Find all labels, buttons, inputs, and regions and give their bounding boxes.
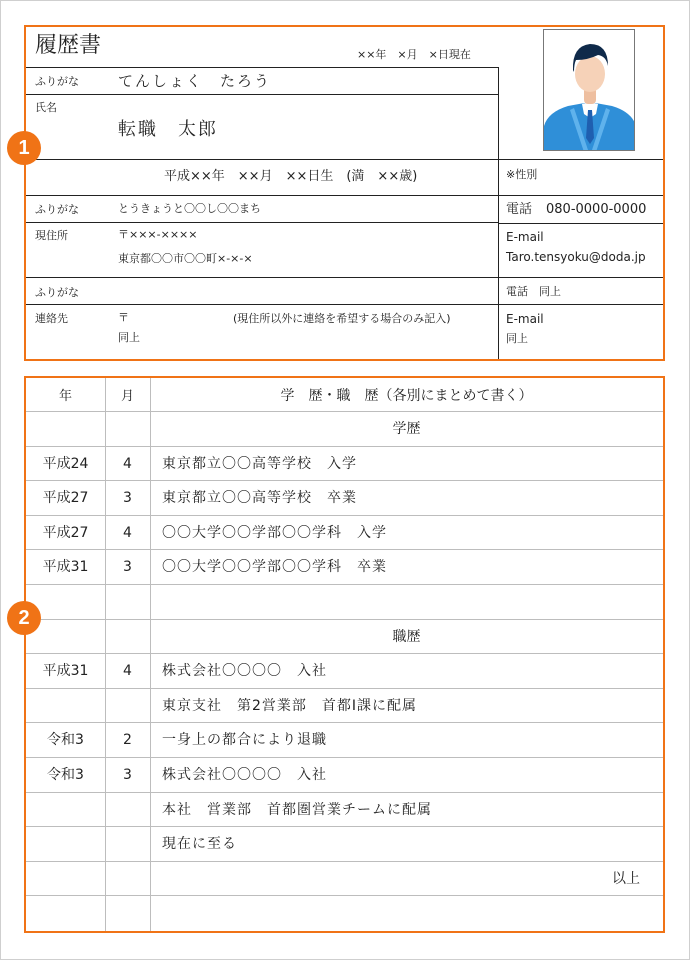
table-row [26,480,663,515]
row-content: 株式会社〇〇〇〇 入社 [162,767,327,783]
address-label: 現住所 [35,229,68,242]
address-furigana-value: とうきょうと〇〇し〇〇まち [118,202,261,215]
row-year: 平成24 [42,455,89,472]
row-month: 4 [123,524,132,541]
contact-email-same: 同上 [506,332,528,345]
row-content: 東京支社 第2営業部 首都Ⅰ課に配属 [162,697,418,714]
table-row [26,861,663,896]
row-year: 平成31 [42,663,89,680]
email-label: E-mail [506,230,544,244]
contact-furigana-label: ふりがな [35,286,79,299]
resume-title: 履歴書 [35,33,102,58]
address-furigana-label: ふりがな [35,203,79,216]
gender-label: ※性別 [506,168,538,181]
personal-grid-line [498,67,499,160]
row-content: 学歴 [392,421,421,437]
row-content: 東京都立〇〇高等学校 入学 [162,455,357,472]
row-content: 〇〇大学〇〇学部〇〇学科 入学 [162,524,387,541]
personal-grid-line [26,304,663,305]
table-row [26,757,663,792]
table-row [26,584,663,619]
row-month: 3 [123,767,132,783]
address-value: 東京都〇〇市〇〇町×-×-× [118,252,253,265]
column-header-year: 年 [58,389,72,404]
furigana-label: ふりがな [35,75,79,88]
row-year: 平成27 [42,490,89,507]
column-header-month: 月 [120,389,134,404]
row-month: 2 [123,732,132,749]
row-content: 一身上の都合により退職 [162,732,327,749]
contact-note: (現住所以外に連絡を希望する場合のみ記入) [233,312,451,325]
table-row [26,826,663,861]
row-year: 平成31 [42,559,89,576]
contact-same: 同上 [118,331,140,344]
table-row [26,792,663,827]
personal-grid-line [26,222,498,223]
row-year: 平成27 [42,524,89,541]
section-1-badge: 1 [7,131,41,165]
name-label: 氏名 [35,101,57,114]
birth-line: 平成××年 ××月 ××日生 (満 ××歳) [164,169,418,184]
table-row [26,515,663,550]
row-year: 令和3 [47,732,84,749]
column-header-content: 学 歴・職 歴（各別にまとめて書く） [280,388,533,404]
personal-grid-line [26,195,663,196]
email-value: Taro.tensyoku@doda.jp [506,250,646,264]
row-month: 3 [123,559,132,576]
table-row [26,411,663,446]
photo-frame [543,29,635,151]
table-row [26,688,663,723]
contact-phone-label: 電話 同上 [506,285,561,298]
row-content: 東京都立〇〇高等学校 卒業 [162,490,357,507]
row-content: 株式会社〇〇〇〇 入社 [162,663,327,680]
contact-postal: 〒 [118,311,129,324]
personal-grid-line [498,160,499,359]
table-row [26,653,663,688]
row-year: 令和3 [47,767,84,783]
table-row [26,549,663,584]
personal-grid-line [26,67,498,68]
contact-email-label: E-mail [506,312,544,326]
row-content: 職歴 [392,628,421,645]
phone-value: 080-0000-0000 [546,202,647,217]
personal-grid-line [498,223,663,224]
personal-grid-line [26,159,663,160]
row-content: 以上 [612,870,640,887]
table-row [26,722,663,757]
name-value: 転職 太郎 [118,119,218,140]
date-line: ××年 ×月 ×日現在 [357,48,471,61]
table-row [26,895,663,930]
postal-code: 〒×××-×××× [118,228,198,241]
row-month: 4 [123,663,132,680]
row-content: 本社 営業部 首都圏営業チームに配属 [162,801,432,818]
row-month: 4 [123,455,132,472]
personal-grid-line [26,277,663,278]
furigana-value: てんしょく たろう [118,72,272,90]
personal-grid-line [26,94,498,95]
section-2-badge: 2 [7,601,41,635]
person-photo-icon [544,30,635,151]
row-content: 〇〇大学〇〇学部〇〇学科 卒業 [162,559,387,576]
contact-label: 連絡先 [35,312,68,325]
phone-label: 電話 [506,202,533,217]
row-month: 3 [123,490,132,507]
table-row [26,446,663,481]
table-row [26,619,663,654]
row-content: 現在に至る [162,836,237,853]
